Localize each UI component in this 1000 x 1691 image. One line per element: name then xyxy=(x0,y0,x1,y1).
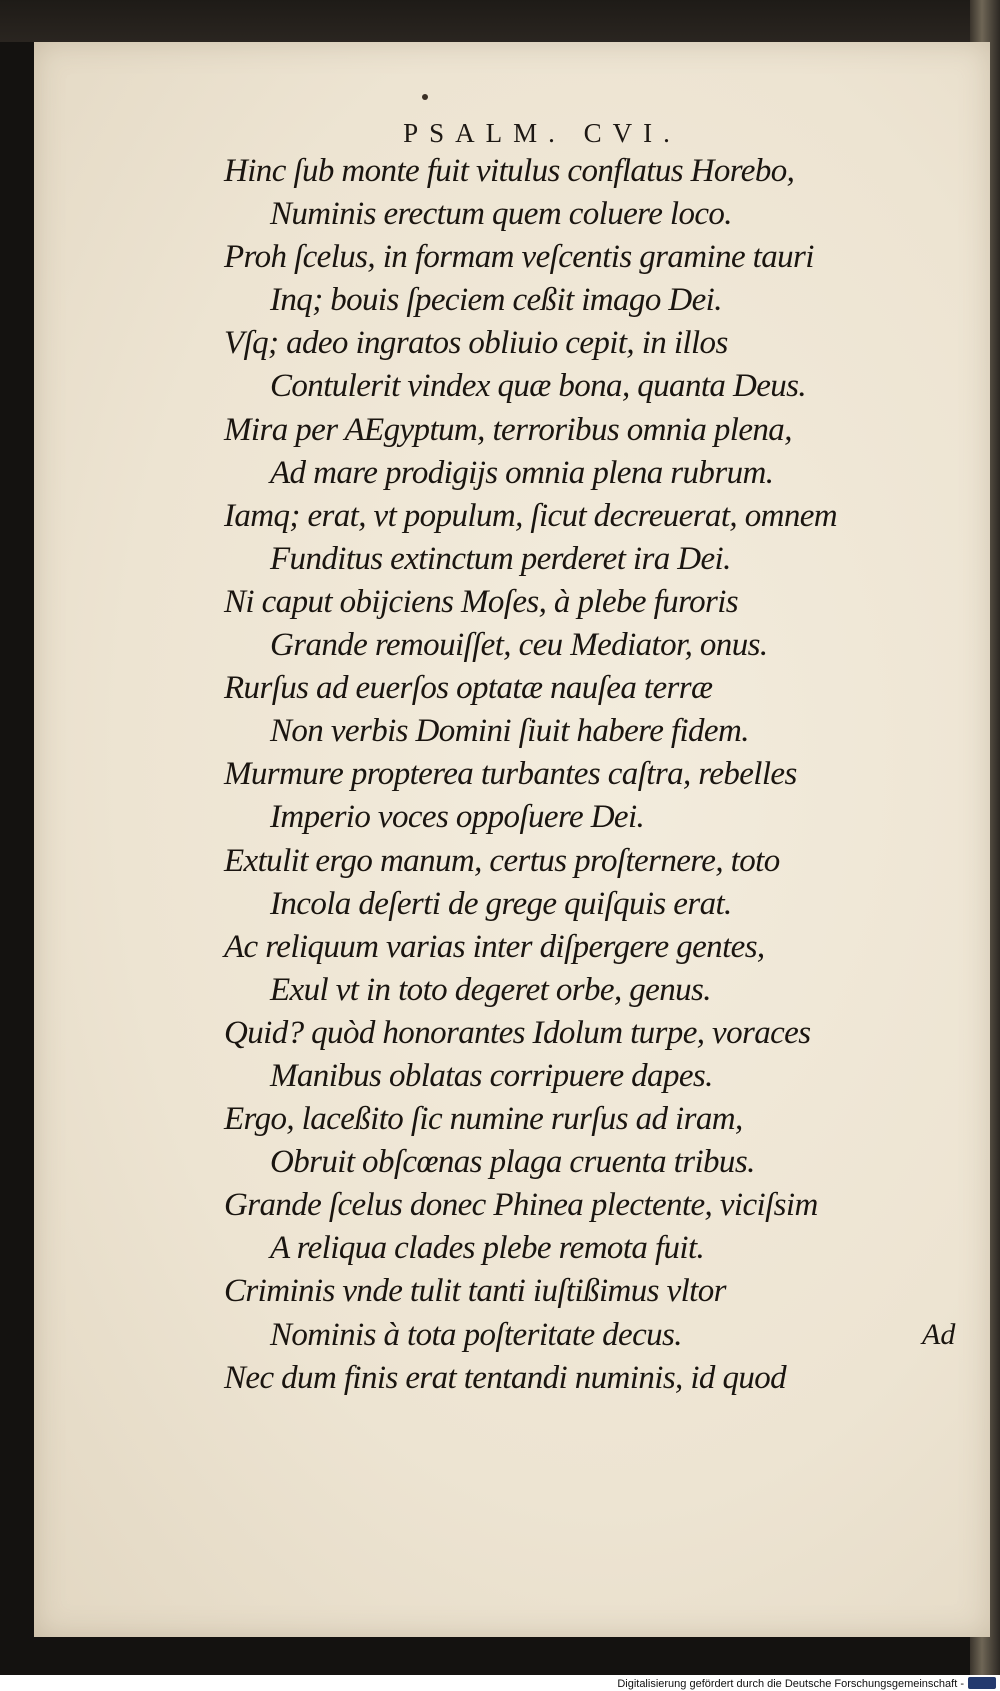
footer-bar xyxy=(0,1675,1000,1691)
verse-line: Ad mare prodigijs omnia plena rubrum. xyxy=(270,454,774,491)
verse-line: Incola deſerti de grege quiſquis erat. xyxy=(270,885,732,922)
page-header: PSALM. CVI. xyxy=(403,118,681,148)
verse-line: Hinc ſub monte fuit vitulus conflatus Horebo, xyxy=(224,153,795,189)
verse-line: Mira per AEgyptum, terroribus omnia plena, xyxy=(224,411,792,448)
verse-line: A reliqua clades plebe remota fuit. xyxy=(270,1230,705,1267)
verse-line: Numinis erectum quem coluere loco. xyxy=(270,196,732,233)
verse-line: Proh ſcelus, in formam veſcentis gramine tauri xyxy=(224,239,814,276)
ink-dot xyxy=(422,94,428,100)
verse-line: Grande ſcelus donec Phinea plectente, viciſsim xyxy=(224,1187,818,1224)
verse-line: Ergo, laceßito ſic numine rurſus ad iram, xyxy=(224,1101,743,1138)
verse-line: Ac reliquum varias inter diſpergere gentes, xyxy=(224,928,765,965)
verse-line: Nominis à tota poſteritate decus. xyxy=(270,1316,682,1353)
verse-line: Criminis vnde tulit tanti iuſtißimus vltor xyxy=(224,1273,726,1310)
verse-line: Rurſus ad euerſos optatæ nauſea terræ xyxy=(224,670,713,707)
verse-line: Grande remouiſſet, ceu Mediator, onus. xyxy=(270,627,768,664)
verse-line: Non verbis Domini ſiuit habere fidem. xyxy=(270,713,749,750)
catchword: Ad xyxy=(922,1318,956,1351)
verse-line: Vſq; adeo ingratos obliuio cepit, in illos xyxy=(224,325,728,362)
verse-line: Funditus extinctum perderet ira Dei. xyxy=(270,540,731,577)
verse-line: Contulerit vindex quæ bona, quanta Deus. xyxy=(270,368,807,405)
book-page xyxy=(34,42,990,1637)
verse-line: Iamq; erat, vt populum, ſicut decreuerat, omnem xyxy=(224,497,838,534)
verse-line: Manibus oblatas corripuere dapes. xyxy=(270,1057,713,1094)
verse-line: Quid? quòd honorantes Idolum turpe, voraces xyxy=(224,1014,811,1051)
dfg-logo-icon xyxy=(968,1677,996,1689)
verse-line: Imperio voces oppoſuere Dei. xyxy=(270,799,645,836)
verse-line: Nec dum finis erat tentandi numinis, id quod xyxy=(224,1359,787,1396)
verse-block xyxy=(224,150,944,1400)
scan-edge-top xyxy=(0,0,1000,42)
verse-line: Extulit ergo manum, certus proſternere, toto xyxy=(224,842,780,879)
verse-line: Exul vt in toto degeret orbe, genus. xyxy=(270,971,711,1008)
verse-line: Inq; bouis ſpeciem ceßit imago Dei. xyxy=(270,282,722,319)
funding-credit: Digitalisierung gefördert durch die Deutsche Forschungsgemeinschaft - xyxy=(617,1678,964,1690)
verse-line: Obruit obſcœnas plaga cruenta tribus. xyxy=(270,1144,755,1181)
verse-line: Murmure propterea turbantes caſtra, rebelles xyxy=(224,756,797,793)
verse-line: Ni caput obijciens Moſes, à plebe furoris xyxy=(224,583,739,620)
